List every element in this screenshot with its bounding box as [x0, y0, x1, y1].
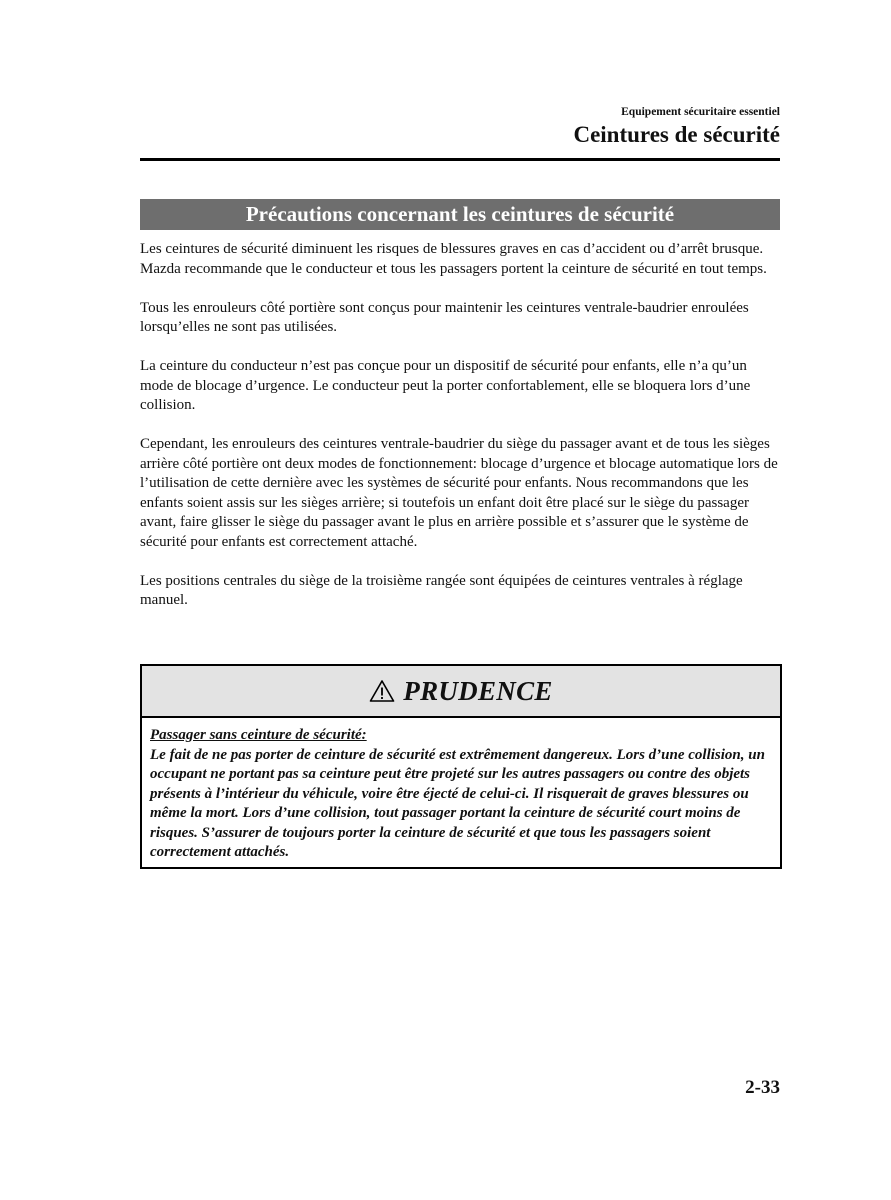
- paragraph: Tous les enrouleurs côté portière sont conçus pour maintenir les ceintures ventrale-baudrier enroulées lorsqu’elles ne sont pas utilisées.: [140, 299, 749, 335]
- running-header: [573, 106, 780, 148]
- paragraph: La ceinture du conducteur n’est pas conçue pour un dispositif de sécurité pour enfants, elle n’a qu’un mode de blocage d’urgence. Le conducteur peut la porter confortablement, elle se bloquera lors d’une collision.: [140, 358, 751, 413]
- caution-box: [140, 664, 782, 869]
- caution-body: [142, 718, 780, 863]
- caution-subheading: Passager sans ceinture de sécurité:: [150, 727, 367, 743]
- header-divider: [140, 158, 780, 161]
- caution-text: Le fait de ne pas porter de ceinture de sécurité est extrêmement dangereux. Lors d’une collision, un occupant ne portant pas sa ceinture peut être projeté sur les autres passagers ou contre des objets présents à l’intérieur du véhicule, voire être éjecté de celui-ci. Il risquerait de graves blessures ou même la mort. Lors d’une collision, tout passager portant la ceinture de sécurité court moins de risques. S’assurer de toujours porter la ceinture de sécurité et que tous les passagers soient correctement attachés.: [150, 746, 765, 860]
- caution-header: [142, 666, 780, 718]
- paragraph: Les positions centrales du siège de la troisième rangée sont équipées de ceintures ventrales à réglage manuel.: [140, 572, 743, 608]
- warning-triangle-icon: [369, 679, 395, 703]
- paragraph: Cependant, les enrouleurs des ceintures ventrale-baudrier du siège du passager avant et de tous les sièges arrière côté portière ont deux modes de fonctionnement: blocage d’urgence et blocage automatique lors de l’utilisation de cette dernière avec les systèmes de sécurité pour enfants. Nous recommandons que les enfants soient assis sur les sièges arrière; si toutefois un enfant doit être placé sur le siège du passager avant, faire glisser le siège du passager avant le plus en arrière possible et s’assurer que le système de sécurité pour enfants est correctement attaché.: [140, 436, 778, 550]
- section-heading: Précautions concernant les ceintures de sécurité: [140, 199, 780, 230]
- page-title: Ceintures de sécurité: [573, 122, 780, 147]
- chapter-label: Equipement sécuritaire essentiel: [621, 106, 780, 118]
- paragraph: Les ceintures de sécurité diminuent les risques de blessures graves en cas d’accident ou d’arrêt brusque. Mazda recommande que le conducteur et tous les passagers portent la ceinture de sécurité en tout temps.: [140, 241, 767, 277]
- page-number: 2-33: [745, 1077, 780, 1098]
- caution-title: PRUDENCE: [403, 675, 553, 706]
- body-text: [140, 240, 780, 630]
